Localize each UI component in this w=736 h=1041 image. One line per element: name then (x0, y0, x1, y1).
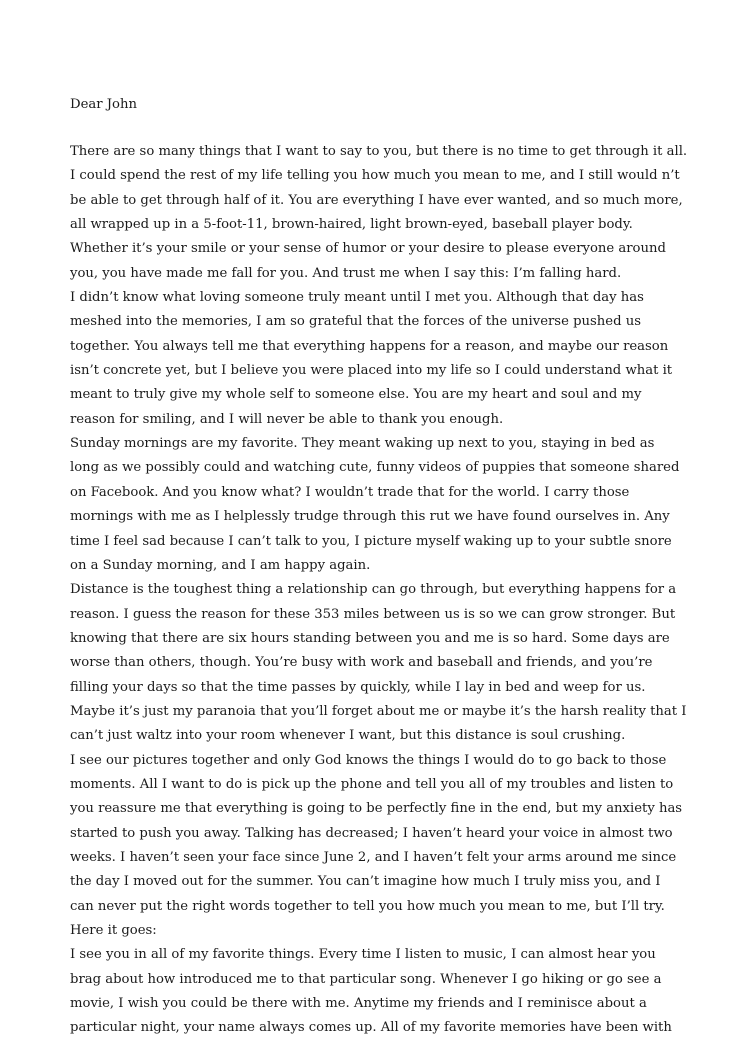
letter-line: particular night, your name always comes up. All of my favorite memories have been with (70, 1020, 672, 1036)
letter-line: Sunday mornings are my favorite. They meant waking up next to you, staying in bed as (70, 436, 655, 452)
salutation: Dear John (70, 97, 137, 112)
letter-line: can never put the right words together to tell you how much you mean to me, but I’ll try. (70, 898, 665, 914)
letter-line: Whether it’s your smile or your sense of humor or your desire to please everyone around (70, 241, 666, 257)
letter-line: on Facebook. And you know what? I wouldn’t trade that for the world. I carry those (70, 484, 630, 500)
paragraph-spacer (70, 117, 670, 140)
letter-line: all wrapped up in a 5-foot-11, brown-haired, light brown-eyed, baseball player body. (70, 217, 633, 233)
letter-line: time I feel sad because I can’t talk to you, I picture myself waking up to your subtle snore (70, 533, 672, 549)
letter-line: I see you in all of my favorite things. Every time I listen to music, I can almost hear you (70, 947, 656, 963)
letter-line: isn’t concrete yet, but I believe you were placed into my life so I could understand what it (70, 363, 673, 379)
letter-line: There are so many things that I want to say to you, but there is no time to get through it all. (70, 144, 688, 159)
letter-line: I could spend the rest of my life telling you how much you mean to me, and I still would n’t (70, 168, 680, 184)
letter-body (70, 93, 688, 1041)
letter-lines (70, 140, 688, 1041)
letter-line: movie, I wish you could be there with me. Anytime my friends and I reminisce about a (70, 996, 647, 1012)
letter-line: moments. All I want to do is pick up the phone and tell you all of my troubles and listen to (70, 776, 674, 792)
letter-line: filling your days so that the time passes by quickly, while I lay in bed and weep for us. (70, 679, 646, 695)
letter-line: long as we possibly could and watching cute, funny videos of puppies that someone shared (70, 460, 680, 476)
letter-line: brag about how introduced me to that particular song. Whenever I go hiking or go see a (70, 971, 662, 987)
letter-line: I didn’t know what loving someone truly meant until I met you. Although that day has (70, 290, 644, 306)
letter-line: weeks. I haven’t seen your face since June 2, and I haven’t felt your arms around me since (70, 849, 677, 865)
letter-line: started to push you away. Talking has decreased; I haven’t heard your voice in almost two (70, 825, 673, 841)
letter-line: meant to truly give my whole self to someone else. You are my heart and soul and my (70, 387, 642, 403)
letter-line: mornings with me as I helplessly trudge through this rut we have found ourselves in. Any (70, 509, 670, 525)
letter-line: the day I moved out for the summer. You can’t imagine how much I truly miss you, and I (70, 874, 661, 890)
letter-line: be able to get through half of it. You are everything I have ever wanted, and so much more, (70, 192, 683, 208)
letter-line: reason for smiling, and I will never be able to thank you enough. (70, 411, 504, 427)
letter-line: you reassure me that everything is going to be perfectly fine in the end, but my anxiety has (70, 801, 683, 817)
letter-line: can’t just waltz into your room whenever I want, but this distance is soul crushing. (70, 728, 626, 744)
letter-line: on a Sunday morning, and I am happy again. (70, 557, 371, 573)
letter-line: Distance is the toughest thing a relationship can go through, but everything happens for a (70, 582, 677, 598)
letter-line: worse than others, though. You’re busy with work and baseball and friends, and you’re (70, 655, 653, 671)
letter-line: Maybe it’s just my paranoia that you’ll forget about me or maybe it’s the harsh reality that I (70, 703, 687, 719)
letter-line: you, you have made me fall for you. And trust me when I say this: I’m falling hard. (70, 265, 622, 281)
letter-line: I see our pictures together and only God knows the things I would do to go back to those (70, 752, 667, 768)
letter-line: reason. I guess the reason for these 353 miles between us is so we can grow stronger. But (70, 606, 676, 622)
letter-line: knowing that there are six hours standing between you and me is so hard. Some days are (70, 630, 670, 646)
letter-line: meshed into the memories, I am so grateful that the forces of the universe pushed us (70, 314, 641, 330)
letter-line: together. You always tell me that everything happens for a reason, and maybe our reason (70, 338, 669, 354)
letter-line: Here it goes: (70, 923, 157, 938)
